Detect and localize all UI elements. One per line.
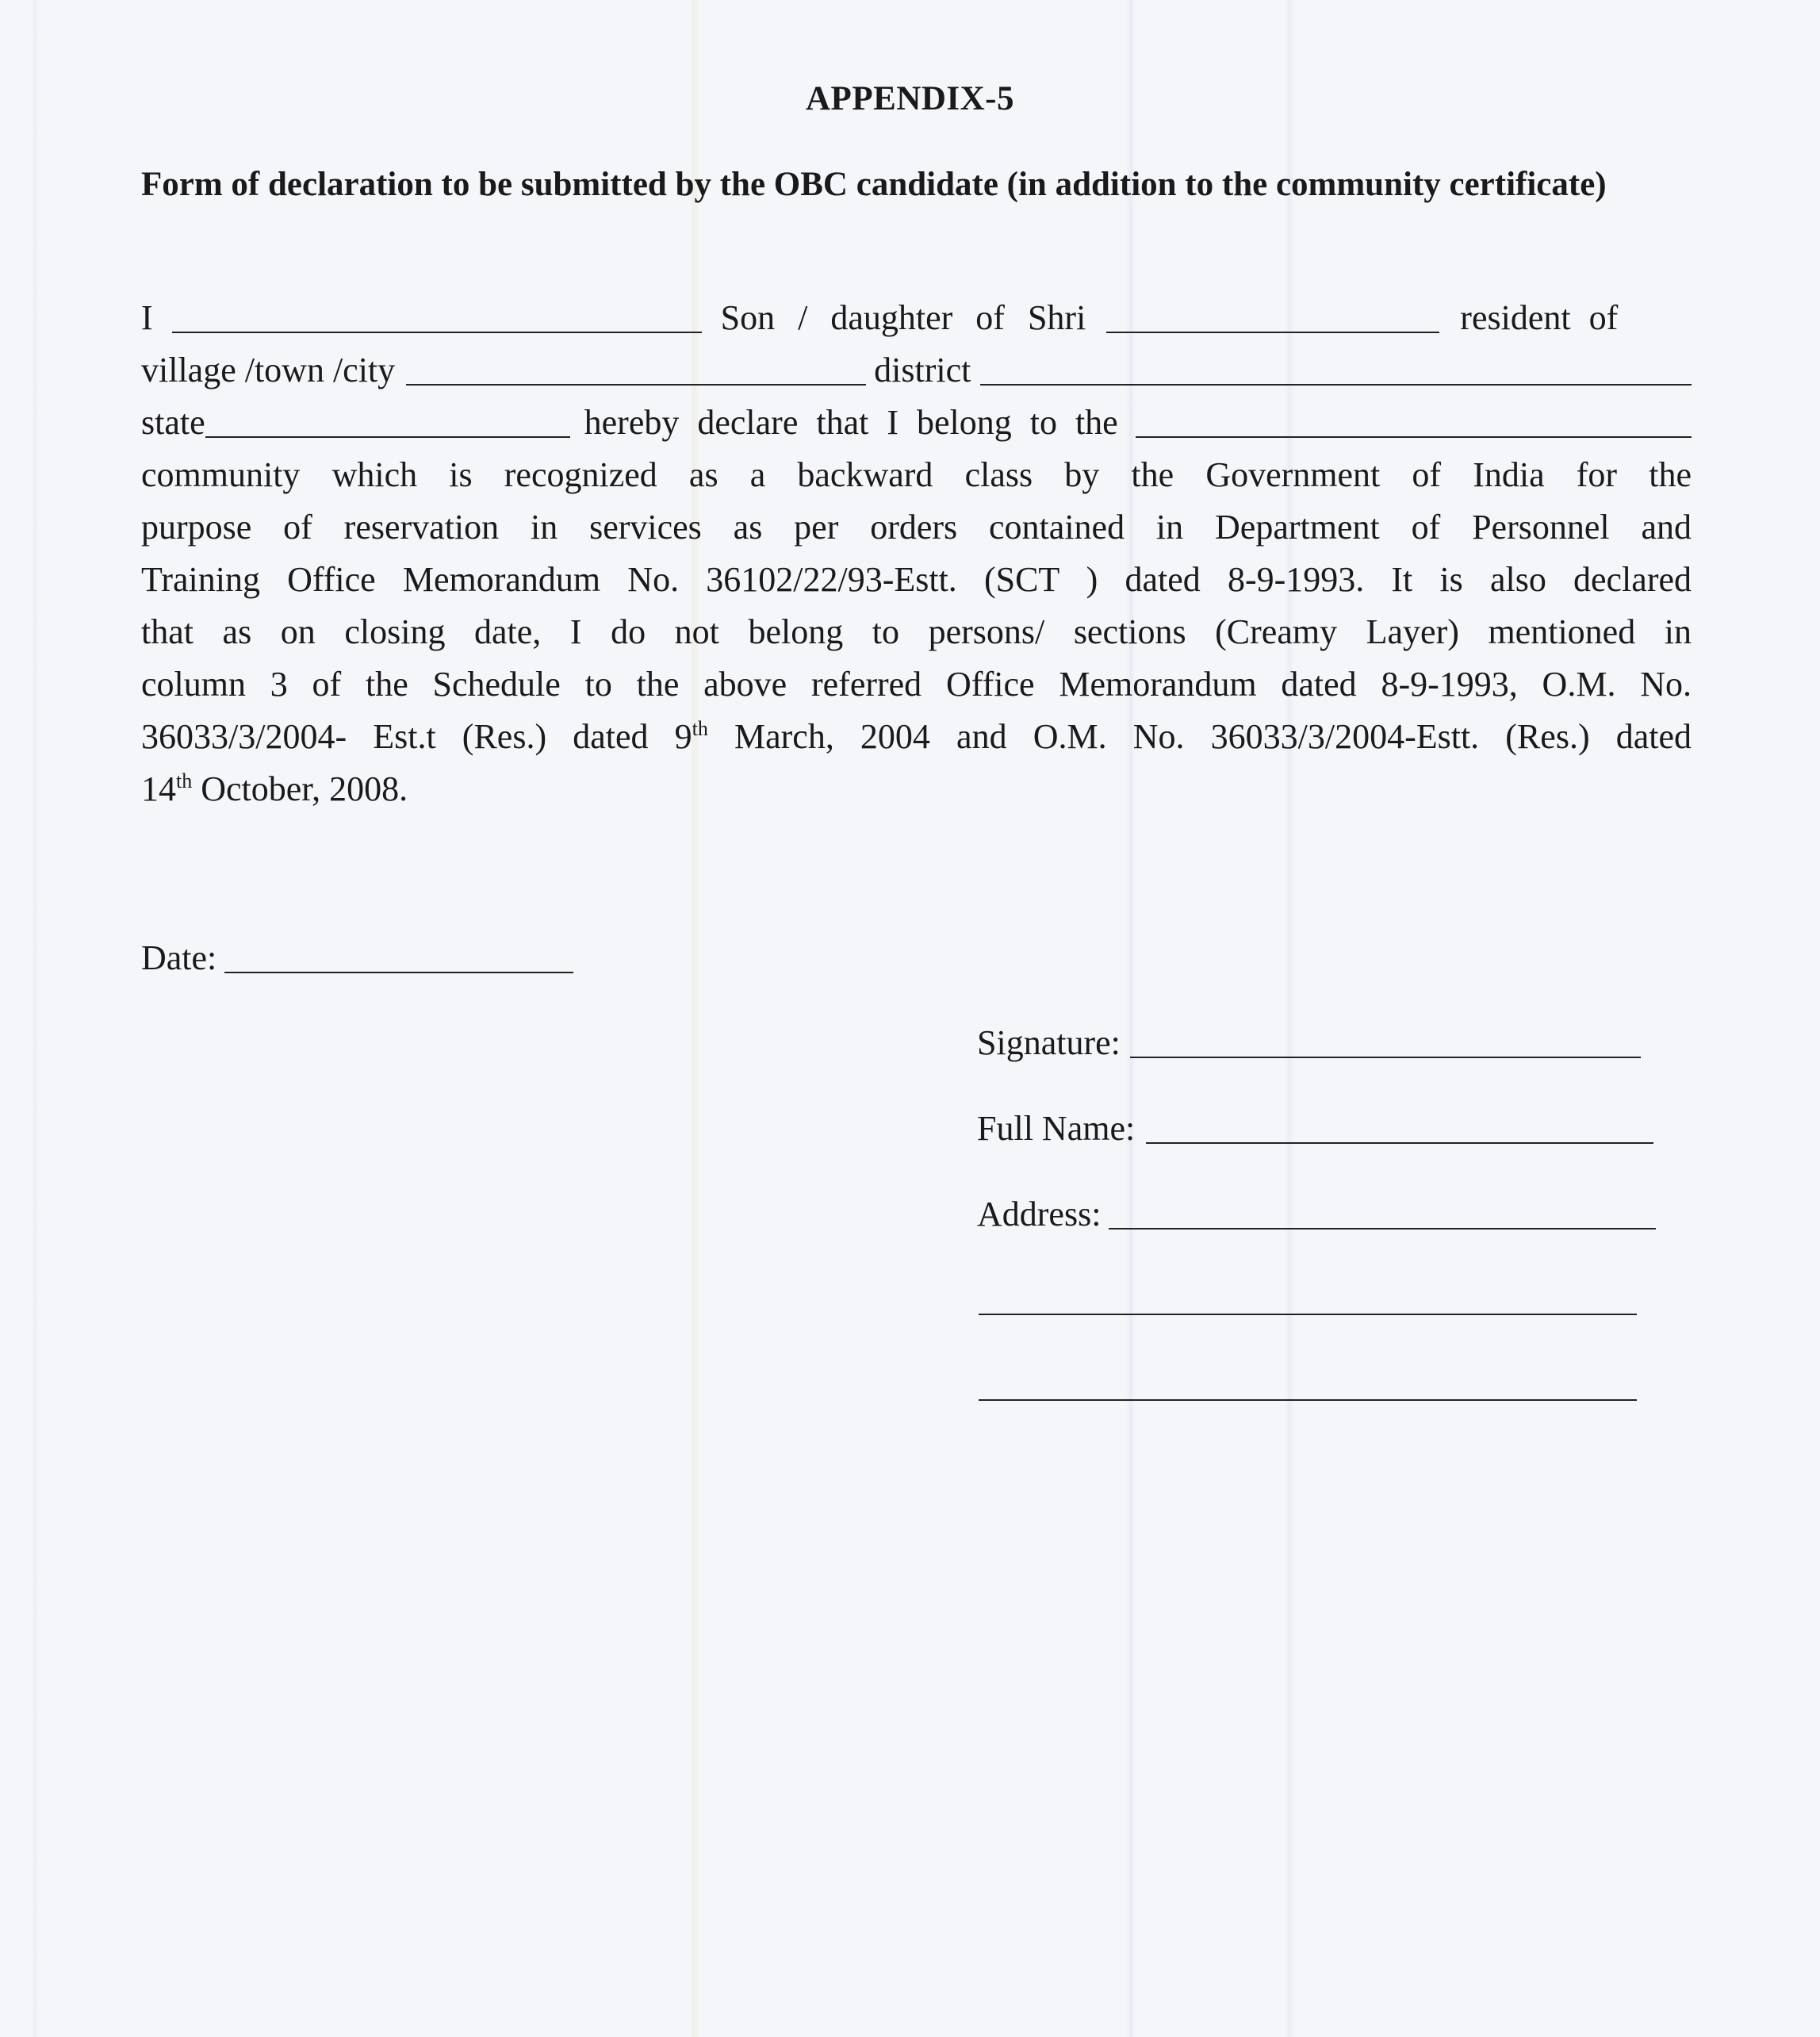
body-line-2: purpose of reservation in services as per orders contained in Department of Personnel and xyxy=(141,508,1692,547)
signature-blank[interactable] xyxy=(1130,1025,1641,1058)
last-text-part2: October, 2008. xyxy=(192,769,408,808)
date-blank[interactable] xyxy=(224,940,573,973)
date-label: Date: xyxy=(141,938,217,977)
state-blank[interactable] xyxy=(205,405,570,438)
form-heading: Form of declaration to be submitted by the OBC candidate (in addition to the community certificate) xyxy=(141,166,1607,203)
body-line-6 xyxy=(141,711,1692,763)
body-line-1: community which is recognized as a backward class by the Government of India for the xyxy=(141,455,1692,494)
resident-label: resident of xyxy=(1460,298,1619,337)
father-name-blank[interactable] xyxy=(1106,300,1439,333)
om-text-part2: March, 2004 and O.M. No. 36033/3/2004-Estt. (Res.) dated xyxy=(707,717,1692,756)
candidate-name-blank[interactable] xyxy=(172,300,702,333)
body-line-3: Training Office Memorandum No. 36102/22/93-Estt. (SCT ) dated 8-9-1993. It is also declared xyxy=(141,560,1692,599)
address-blank-1[interactable] xyxy=(1109,1196,1656,1229)
address-row xyxy=(977,1188,1656,1241)
address-blank-2[interactable] xyxy=(979,1314,1637,1315)
last-text-part1: 14 xyxy=(141,769,176,808)
signature-row xyxy=(977,1017,1641,1069)
body-line-7 xyxy=(141,763,1692,815)
declaration-line-3 xyxy=(141,397,1692,449)
signature-label: Signature: xyxy=(977,1023,1121,1062)
full-name-row xyxy=(977,1103,1653,1155)
om-sup: th xyxy=(692,717,708,740)
full-name-label: Full Name: xyxy=(977,1109,1136,1148)
address-label: Address: xyxy=(977,1195,1102,1233)
declaration-body xyxy=(141,449,1692,815)
om-text-part1: 36033/3/2004- Est.t (Res.) dated 9 xyxy=(141,717,692,756)
community-blank[interactable] xyxy=(1136,405,1692,438)
address-blank-3[interactable] xyxy=(979,1399,1637,1401)
i-label: I xyxy=(141,298,153,337)
full-name-blank[interactable] xyxy=(1146,1111,1653,1144)
appendix-title: APPENDIX-5 xyxy=(806,80,1014,117)
date-row xyxy=(141,932,573,984)
last-sup: th xyxy=(176,769,193,792)
declaration-line-1 xyxy=(141,292,1692,344)
district-blank[interactable] xyxy=(980,352,1692,386)
village-blank[interactable] xyxy=(406,352,866,386)
declaration-line-2 xyxy=(141,344,1692,397)
son-daughter-label: Son / daughter of Shri xyxy=(720,298,1086,337)
body-line-4: that as on closing date, I do not belong to persons/ sections (Creamy Layer) mentioned in xyxy=(141,612,1692,651)
district-label: district xyxy=(874,351,971,389)
declare-label: hereby declare that I belong to the xyxy=(584,403,1118,442)
state-label: state xyxy=(141,403,205,442)
village-label: village /town /city xyxy=(141,351,396,389)
body-line-5: column 3 of the Schedule to the above referred Office Memorandum dated 8-9-1993, O.M. No. xyxy=(141,665,1692,704)
